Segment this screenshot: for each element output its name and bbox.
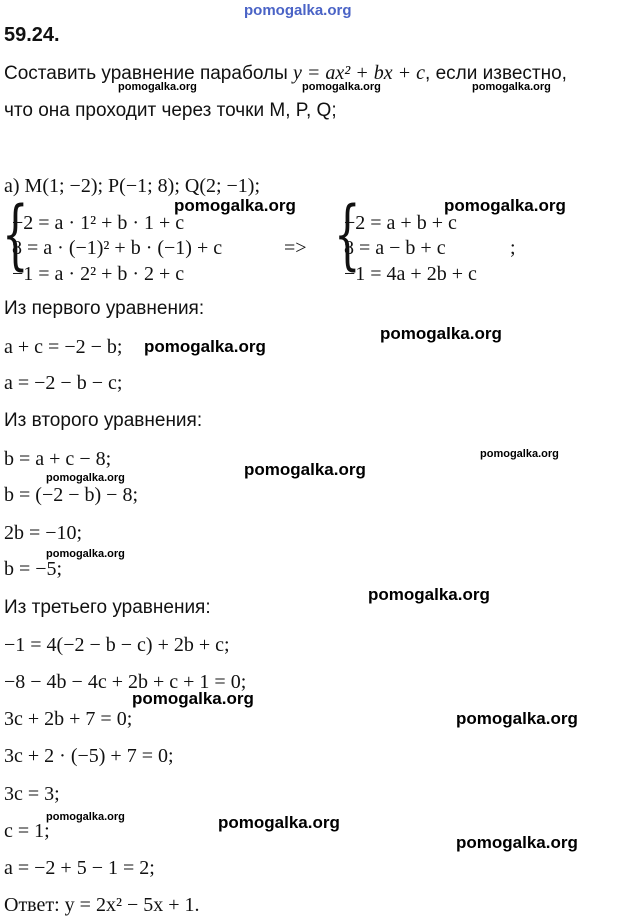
- second-step-3: 2b = −10;: [4, 522, 83, 544]
- third-equation-header: Из третьего уравнения:: [4, 597, 211, 618]
- watermark: pomogalka.org: [456, 709, 578, 728]
- task-condition: , если известно,: [425, 63, 567, 84]
- third-step-7: a = −2 + 5 − 1 = 2;: [4, 857, 155, 879]
- third-step-4: 3c + 2 · (−5) + 7 = 0;: [4, 745, 174, 767]
- watermark: pomogalka.org: [444, 196, 566, 215]
- watermark: pomogalka.org: [118, 81, 197, 93]
- right-system-eq2: 8 = a − b + c: [344, 237, 446, 259]
- watermark: pomogalka.org: [218, 813, 340, 832]
- second-step-1: b = a + c − 8;: [4, 448, 112, 470]
- implication-arrow: =>: [284, 237, 307, 259]
- watermark: pomogalka.org: [472, 81, 551, 93]
- watermark: pomogalka.org: [144, 337, 266, 356]
- watermark: pomogalka.org: [244, 460, 366, 479]
- part-a-points: а) M(1; −2); P(−1; 8); Q(2; −1);: [4, 175, 261, 197]
- second-step-2: b = (−2 − b) − 8;: [4, 484, 138, 506]
- system-semicolon: ;: [510, 237, 516, 259]
- third-step-3: 3c + 2b + 7 = 0;: [4, 708, 133, 730]
- left-system-eq3: −1 = a · 2² + b · 2 + c: [12, 263, 185, 285]
- watermark: pomogalka.org: [368, 585, 490, 604]
- watermark: pomogalka.org: [302, 81, 381, 93]
- watermark: pomogalka.org: [46, 811, 125, 823]
- left-system-eq1: −2 = a · 1² + b · 1 + c: [12, 212, 185, 234]
- second-step-4: b = −5;: [4, 558, 63, 580]
- first-step-2: a = −2 − b − c;: [4, 372, 123, 394]
- task-equation: y = ax² + bx + c: [293, 62, 426, 84]
- problem-number: 59.24.: [4, 24, 60, 46]
- site-watermark-top: pomogalka.org: [244, 2, 352, 19]
- third-step-1: −1 = 4(−2 − b − c) + 2b + c;: [4, 634, 230, 656]
- answer: Ответ: y = 2x² − 5x + 1.: [4, 894, 200, 916]
- first-step-1: a + c = −2 − b;: [4, 336, 123, 358]
- third-step-2: −8 − 4b − 4c + 2b + c + 1 = 0;: [4, 671, 247, 693]
- second-equation-header: Из второго уравнения:: [4, 410, 203, 431]
- watermark: pomogalka.org: [174, 196, 296, 215]
- left-system-eq2: 8 = a · (−1)² + b · (−1) + c: [12, 237, 223, 259]
- watermark: pomogalka.org: [132, 689, 254, 708]
- watermark: pomogalka.org: [480, 448, 559, 460]
- task-statement-line2: что она проходит через точки M, P, Q;: [4, 100, 337, 121]
- right-system-eq3: −1 = 4a + 2b + c: [344, 263, 477, 285]
- third-step-5: 3c = 3;: [4, 783, 60, 805]
- right-system-eq1: −2 = a + b + c: [344, 212, 457, 234]
- watermark: pomogalka.org: [46, 472, 125, 484]
- first-equation-header: Из первого уравнения:: [4, 298, 205, 319]
- watermark: pomogalka.org: [456, 833, 578, 852]
- task-intro: Составить уравнение параболы: [4, 63, 288, 84]
- watermark: pomogalka.org: [380, 324, 502, 343]
- third-step-6: c = 1;: [4, 820, 50, 842]
- watermark: pomogalka.org: [46, 548, 125, 560]
- right-system-brace: {: [334, 189, 361, 278]
- left-system-brace: {: [2, 189, 29, 278]
